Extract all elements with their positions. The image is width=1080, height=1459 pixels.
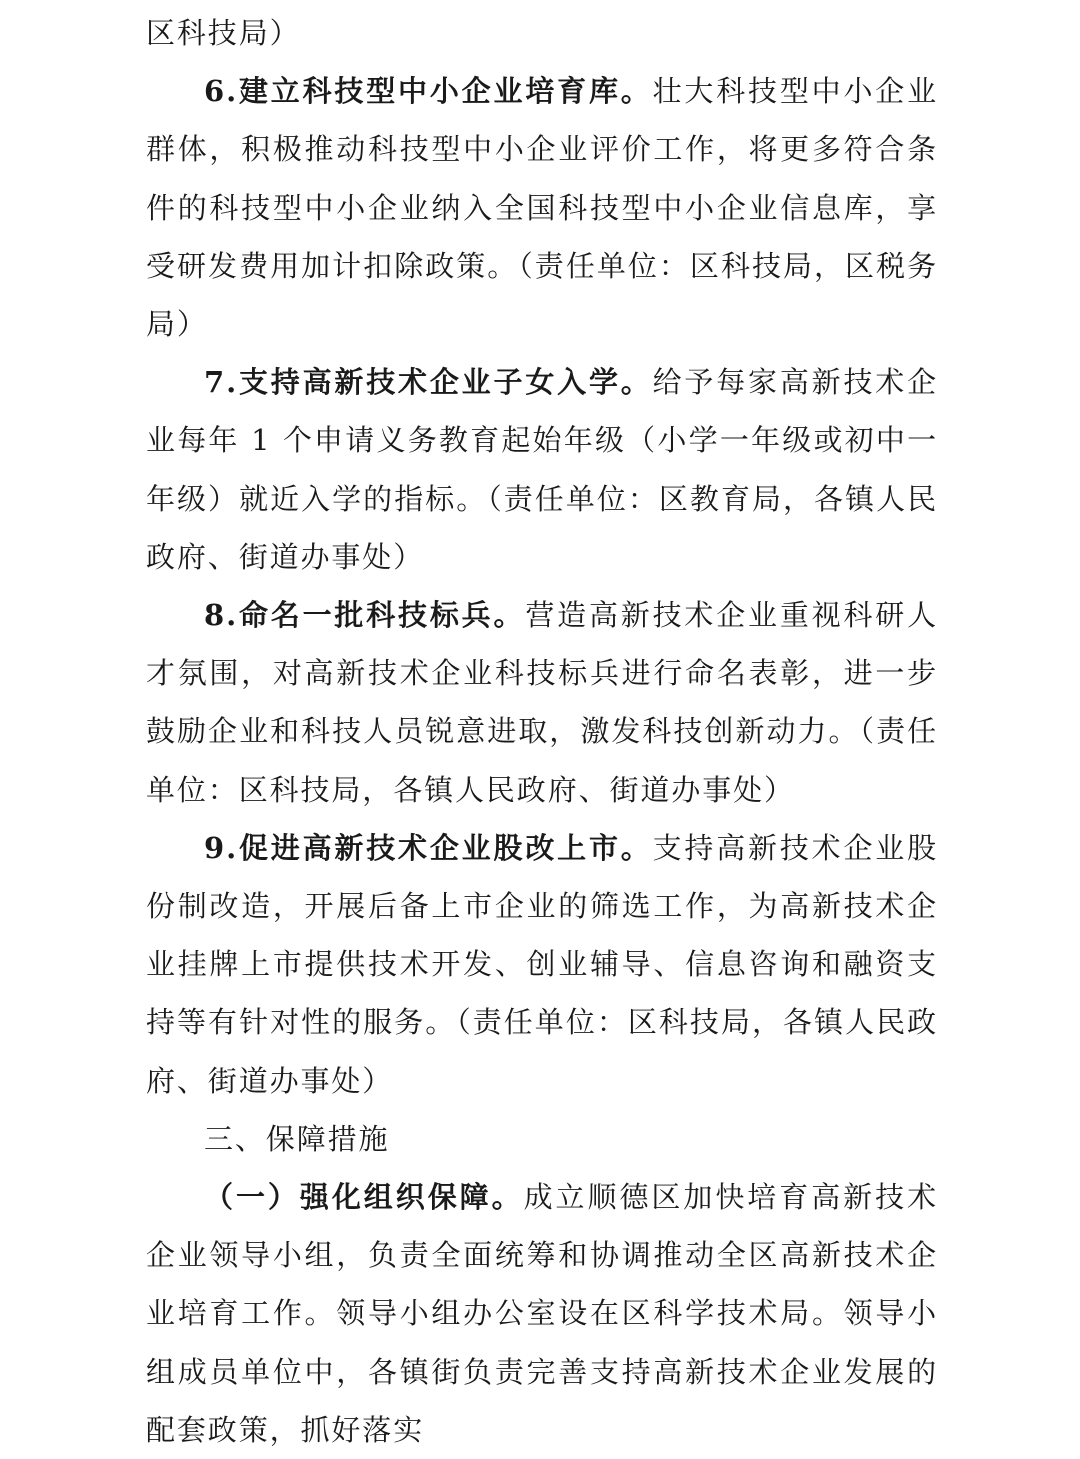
section-heading: 三、保障措施 [204, 1121, 390, 1156]
lead-line: 区科技局） [146, 16, 301, 50]
subsection-1-heading: （一）强化组织保障。 [204, 1180, 524, 1215]
document-page [146, 4, 938, 1459]
item-9 [146, 819, 938, 1110]
item-8 [146, 586, 938, 819]
item-6 [146, 62, 938, 353]
item-8-body: 营造高新技术企业重视科研人才氛围，对高新技术企业科技标兵进行命名表彰，进一步鼓励企业和科技人员锐意进取，激发科技创新动力。（责任单位：区科技局，各镇人民政府、街道办事处） [146, 598, 938, 807]
item-9-body: 支持高新技术企业股份制改造，开展后备上市企业的筛选工作，为高新技术企业挂牌上市提供技术开发、创业辅导、信息咨询和融资支持等有针对性的服务。（责任单位：区科技局，各镇人民政府、街道办事处） [146, 830, 938, 1098]
item-7-heading: 7.支持高新技术企业子女入学。 [204, 365, 653, 400]
item-9-heading: 9.促进高新技术企业股改上市。 [204, 830, 653, 865]
item-6-heading: 6.建立科技型中小企业培育库。 [204, 74, 653, 109]
item-7-body: 给予每家高新技术企业每年 1 个申请义务教育起始年级（小学一年级或初中一年级）就近入学的指标。（责任单位：区教育局，各镇人民政府、街道办事处） [146, 365, 938, 574]
subsection-1 [146, 1168, 938, 1459]
item-8-heading: 8.命名一批科技标兵。 [204, 598, 526, 633]
subsection-1-body: 成立顺德区加快培育高新技术企业领导小组，负责全面统筹和协调推动全区高新技术企业培育工作。领导小组办公室设在区科学技术局。领导小组成员单位中，各镇街负责完善支持高新技术企业发展的配套政策，抓好落实 [146, 1180, 938, 1447]
item-7 [146, 353, 938, 586]
item-6-body: 壮大科技型中小企业群体，积极推动科技型中小企业评价工作，将更多符合条件的科技型中小企业纳入全国科技型中小企业信息库，享受研发费用加计扣除政策。（责任单位：区科技局，区税务局） [146, 74, 938, 342]
